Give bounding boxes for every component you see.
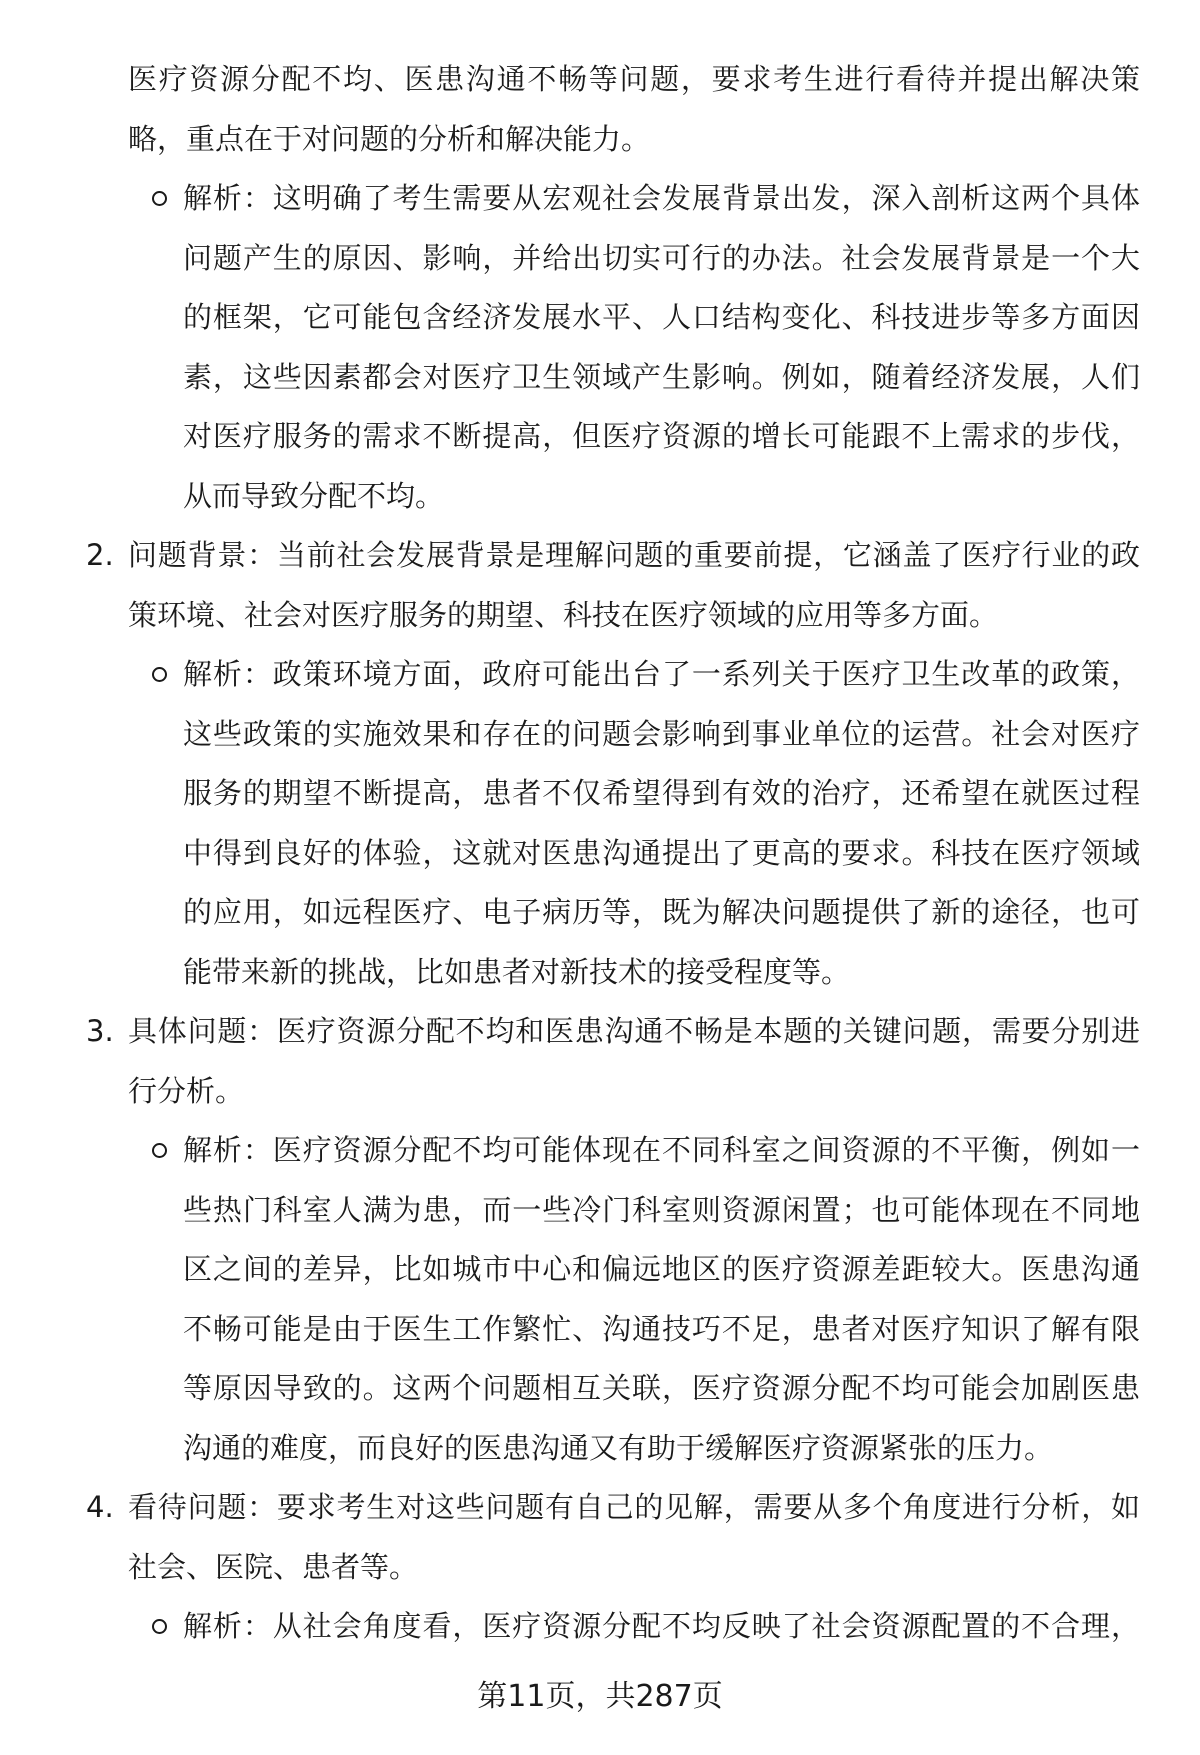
text-line: 素，这些因素都会对医疗卫生领域产生影响。例如，随着经济发展，人们 bbox=[183, 359, 1140, 394]
text-line: 沟通的难度，而良好的医患沟通又有助于缓解医疗资源紧张的压力。 bbox=[183, 1430, 1054, 1465]
list-number: 2. bbox=[86, 538, 114, 572]
text-line: 区之间的差异，比如城市中心和偏远地区的医疗资源差距较大。医患沟通 bbox=[183, 1252, 1140, 1286]
hollow-bullet-icon bbox=[152, 667, 167, 682]
text-line: 问题产生的原因、影响，并给出切实可行的办法。社会发展背景是一个大 bbox=[183, 240, 1140, 275]
text-line: 行分析。 bbox=[128, 1073, 245, 1108]
list-item bbox=[0, 50, 1200, 169]
text-line: 看待问题：要求考生对这些问题有自己的见解，需要从多个角度进行分析，如 bbox=[128, 1490, 1140, 1524]
text-line: 中得到良好的体验，这就对医患沟通提出了更高的要求。科技在医疗领域 bbox=[183, 835, 1140, 870]
text-line: 问题背景：当前社会发展背景是理解问题的重要前提，它涵盖了医疗行业的政 bbox=[128, 538, 1140, 572]
text-line: 的框架，它可能包含经济发展水平、人口结构变化、科技进步等多方面因 bbox=[183, 300, 1140, 334]
analysis-item bbox=[0, 169, 1200, 526]
text-line: 的应用，如远程医疗、电子病历等，既为解决问题提供了新的途径，也可 bbox=[183, 895, 1140, 929]
list-number: 4. bbox=[86, 1490, 114, 1524]
list-number: 3. bbox=[86, 1014, 114, 1048]
text-line: 解析：从社会角度看，医疗资源分配不均反映了社会资源配置的不合理， bbox=[183, 1609, 1140, 1643]
text-line: 医疗资源分配不均、医患沟通不畅等问题，要求考生进行看待并提出解决策 bbox=[128, 62, 1140, 96]
hollow-bullet-icon bbox=[152, 191, 167, 206]
text-line: 从而导致分配不均。 bbox=[183, 478, 445, 513]
text-line: 不畅可能是由于医生工作繁忙、沟通技巧不足，患者对医疗知识了解有限 bbox=[183, 1311, 1140, 1346]
text-line: 些热门科室人满为患，而一些冷门科室则资源闲置；也可能体现在不同地 bbox=[183, 1192, 1140, 1227]
analysis-item bbox=[0, 645, 1200, 1002]
analysis-item bbox=[0, 1121, 1200, 1478]
text-line: 解析：这明确了考生需要从宏观社会发展背景出发，深入剖析这两个具体 bbox=[183, 181, 1140, 215]
document-body bbox=[0, 50, 1200, 1657]
list-item bbox=[0, 1478, 1200, 1597]
hollow-bullet-icon bbox=[152, 1619, 167, 1634]
text-line: 具体问题：医疗资源分配不均和医患沟通不畅是本题的关键问题，需要分别进 bbox=[128, 1014, 1140, 1048]
text-line: 等原因导致的。这两个问题相互关联，医疗资源分配不均可能会加剧医患 bbox=[183, 1371, 1140, 1405]
text-line: 策环境、社会对医疗服务的期望、科技在医疗领域的应用等多方面。 bbox=[128, 597, 999, 632]
text-line: 能带来新的挑战，比如患者对新技术的接受程度等。 bbox=[183, 954, 851, 989]
analysis-item bbox=[0, 1597, 1200, 1657]
page-number: 第11页，共287页 bbox=[477, 1679, 723, 1714]
text-line: 对医疗服务的需求不断提高，但医疗资源的增长可能跟不上需求的步伐， bbox=[183, 419, 1140, 453]
text-line: 社会、医院、患者等。 bbox=[128, 1549, 419, 1584]
text-line: 解析：医疗资源分配不均可能体现在不同科室之间资源的不平衡，例如一 bbox=[183, 1133, 1140, 1167]
text-line: 解析：政策环境方面，政府可能出台了一系列关于医疗卫生改革的政策， bbox=[183, 657, 1140, 691]
list-item bbox=[0, 1002, 1200, 1121]
text-line: 略，重点在于对问题的分析和解决能力。 bbox=[128, 121, 651, 156]
hollow-bullet-icon bbox=[152, 1143, 167, 1158]
text-line: 服务的期望不断提高，患者不仅希望得到有效的治疗，还希望在就医过程 bbox=[183, 776, 1140, 810]
text-line: 这些政策的实施效果和存在的问题会影响到事业单位的运营。社会对医疗 bbox=[183, 716, 1140, 751]
list-item bbox=[0, 526, 1200, 645]
